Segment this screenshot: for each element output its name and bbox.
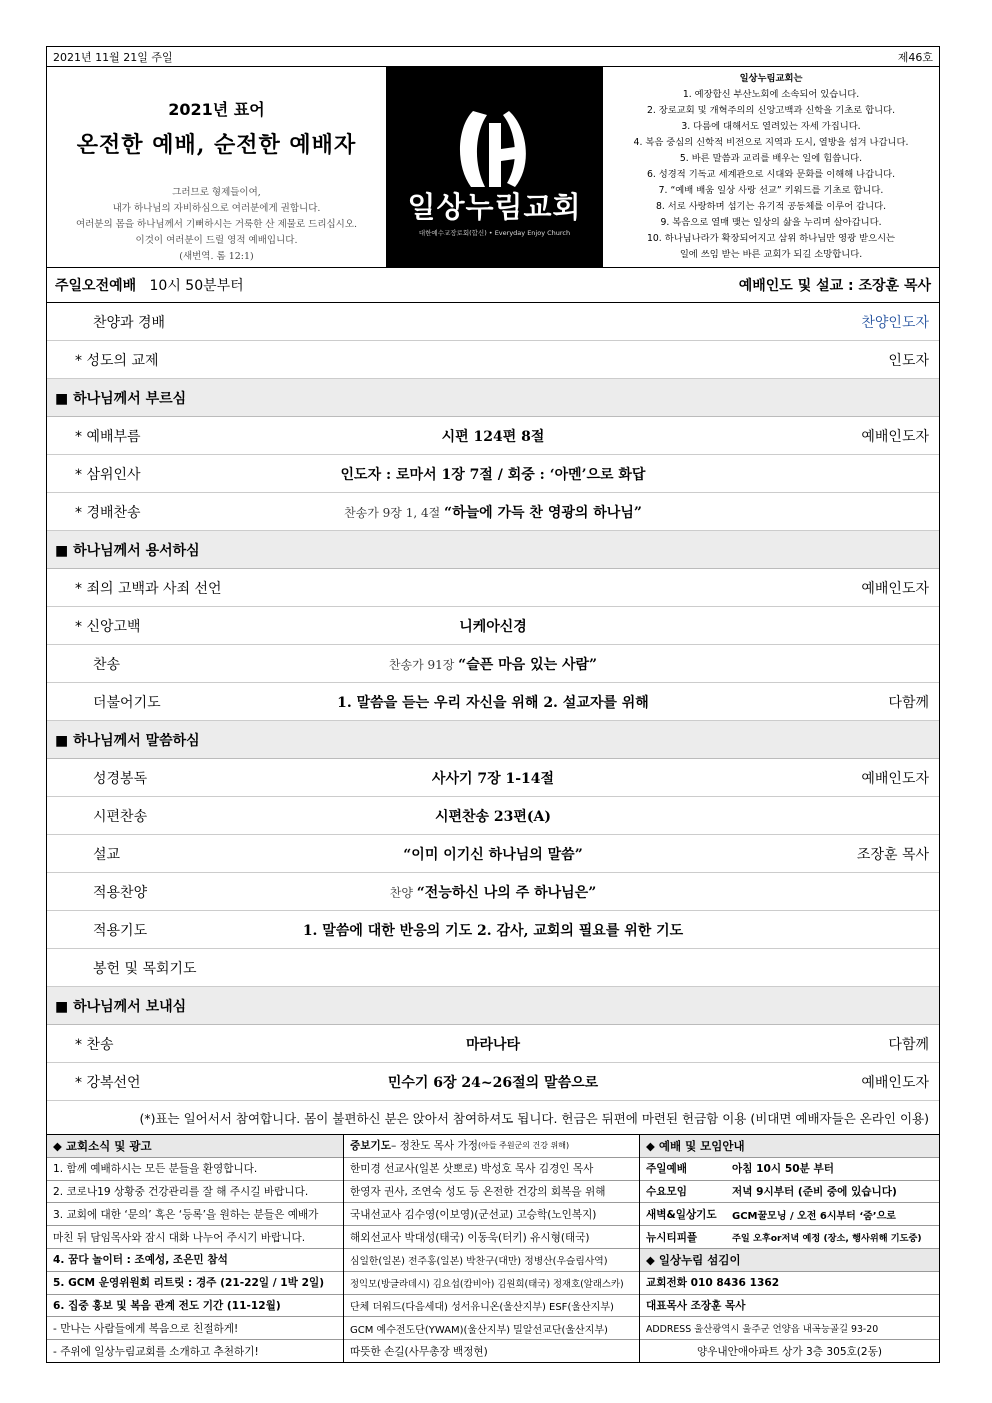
news-line: 마친 뒤 담임목사와 잠시 대화 나누어 주시기 바랍니다. (47, 1226, 343, 1249)
order-item-label: 적용기도 (93, 922, 148, 939)
church-subtitle: 대한예수교장로회(합신) • Everyday Enjoy Church (418, 229, 571, 237)
order-item (47, 493, 939, 531)
lead-pastor: 대표목사 조장훈 목사 (640, 1295, 939, 1318)
meeting-row (640, 1203, 939, 1226)
theme-verse (47, 185, 386, 265)
news-line: - 주위에 일상누림교회를 소개하고 추천하기! (53, 1345, 259, 1358)
issue-number: 제46호 (897, 50, 933, 64)
order-item-label: 설교 (93, 846, 121, 863)
order-item (47, 645, 939, 683)
order-item-label: * 예배부름 (75, 428, 141, 445)
meeting-time: GCM꿀모닝 / 오전 6시부터 ‘줌’으로 (732, 1210, 896, 1222)
intro-title: 일상누림교회는 (739, 73, 803, 84)
order-item-text: 1. 말씀에 대한 반응의 기도 2. 감사, 교회의 필요를 위한 기도 (302, 922, 684, 939)
order-item (47, 455, 939, 493)
section-label: ■ 하나님께서 말씀하심 (55, 732, 200, 749)
order-section-header (47, 379, 939, 417)
order-section-header (47, 531, 939, 569)
section-label: ■ 하나님께서 용서하심 (55, 542, 200, 559)
intro-item: 6. 성경적 기독교 세계관으로 시대와 문화를 이해해 나갑니다. (646, 169, 896, 180)
intro-item: 7. “예배 배움 일상 사랑 선교” 키워드를 기초로 합니다. (658, 185, 884, 196)
order-item (47, 797, 939, 835)
order-item-content (47, 692, 939, 712)
prayer-line: 해외선교사 박대성(태국) 이동욱(터키) 유시형(태국) (344, 1226, 639, 1249)
meeting-time: 저녁 9시부터 (준비 중에 있습니다) (732, 1185, 897, 1198)
order-item-content (47, 768, 939, 788)
address: ADDRESS 울산광역시 울주군 언양읍 내곡능골길 93-20 (640, 1317, 939, 1340)
order-item (47, 1063, 939, 1101)
order-item-text: “이미 이기신 하나님의 말씀” (403, 846, 583, 863)
order-item-label: * 경배찬송 (75, 504, 141, 521)
news-line: 3. 교회에 대한 ‘문의’ 혹은 ‘등록’을 원하는 분들은 예배가 (47, 1203, 343, 1226)
order-item (47, 569, 939, 607)
church-logo-box (387, 67, 603, 267)
order-item-leader: 예배인도자 (861, 428, 929, 445)
order-item-label: * 성도의 교제 (75, 352, 159, 369)
prayer-title: 중보기도 (350, 1140, 391, 1153)
order-item-text: 니케아신경 (459, 618, 527, 635)
order-item (47, 417, 939, 455)
order-item-label: * 신앙고백 (75, 618, 141, 635)
meeting-row (640, 1158, 939, 1181)
order-item-leader: 예배인도자 (861, 1074, 929, 1091)
order-section-header (47, 721, 939, 759)
section-label: ■ 하나님께서 보내심 (55, 998, 187, 1015)
intro-item: 5. 바른 말씀과 교리를 배우는 일에 힘씁니다. (679, 153, 863, 164)
news-line: - 만나는 사람들에게 복음으로 친절하게! (47, 1317, 343, 1340)
order-item-text: 사사기 7장 1-14절 (431, 770, 555, 787)
meeting-row (640, 1226, 939, 1249)
order-item-content (47, 464, 939, 484)
order-item (47, 759, 939, 797)
order-item (47, 949, 939, 987)
intro-item: 10. 하나님나라가 확장되어지고 삼위 하나님만 영광 받으시는 (646, 233, 896, 244)
hymn-number: 찬송가 9장 1, 4절 (344, 505, 445, 520)
news-line: 1. 함께 예배하시는 모든 분들을 환영합니다. (47, 1158, 343, 1181)
top-bar (47, 47, 939, 67)
order-item (47, 911, 939, 949)
order-item-text: 민수기 6장 24~26절의 말씀으로 (387, 1074, 599, 1091)
prayer-header (344, 1135, 639, 1158)
theme-box (47, 67, 387, 267)
order-item-text: 인도자 : 로마서 1장 7절 / 회중 : ‘아멘’으로 화답 (340, 466, 646, 483)
order-item-content (47, 1034, 939, 1054)
order-item-label: * 찬송 (75, 1036, 114, 1053)
order-section-header (47, 987, 939, 1025)
intro-item: 1. 예장합신 부산노회에 소속되어 있습니다. (682, 89, 860, 100)
order-item-content (47, 806, 939, 826)
hymn-number: 찬송가 91장 (388, 657, 459, 672)
order-item (47, 303, 939, 341)
church-name: 일상누림교회 (407, 190, 582, 224)
staff-header: ◆ 일상누림 섬김이 (640, 1249, 939, 1272)
worship-note: (*)표는 일어서서 참여합니다. 몸이 불편하신 분은 앉아서 참여하셔도 됩니다. 헌금은 뒤편에 마련된 헌금함 이용 (비대면 예배자들은 온라인 이용) (47, 1101, 939, 1135)
order-item-content (47, 616, 939, 636)
verse-line: 내가 하나님의 자비하심으로 여러분에게 권합니다. (112, 203, 321, 214)
verse-line: 그러므로 형제들이여, (172, 187, 261, 198)
order-item-text: 1. 말씀을 듣는 우리 자신을 위해 2. 설교자를 위해 (337, 694, 649, 711)
prayer-line: 단체 더워드(다음세대) 성서유니온(울산지부) ESF(울산지부) (344, 1295, 639, 1318)
intro-item: 3. 다름에 대해서도 열려있는 자세 가집니다. (681, 121, 861, 132)
verse-line: 이것이 여러분이 드릴 영적 예배입니다. (135, 235, 298, 246)
prayer-column (344, 1135, 640, 1362)
prayer-note: (아들 주원군의 건강 위해) (477, 1141, 570, 1151)
prayer-line: 한영자 권사, 조연숙 성도 등 온전한 건강의 회복을 위해 (344, 1181, 639, 1204)
intro-item: 일에 쓰임 받는 바른 교회가 되길 소망합니다. (679, 249, 863, 260)
order-item (47, 607, 939, 645)
address-detail: 양우내안애아파트 상가 3층 305호(2동) (696, 1345, 883, 1358)
news-line: 6. 집중 홍보 및 복음 관계 전도 기간 (11-12월) (47, 1295, 343, 1318)
order-item-text: “전능하신 나의 주 하나님은” (416, 884, 597, 901)
meetings-header: ◆ 예배 및 모임안내 (640, 1135, 939, 1158)
meetings-column (640, 1135, 939, 1362)
news-line: 4. 꿈다 놀이터 : 조예성, 조은민 참석 (47, 1249, 343, 1272)
prayer-family: – 정찬도 목사 가정 (390, 1140, 478, 1153)
order-item-content (47, 502, 939, 522)
prayer-line: GCM 예수전도단(YWAM)(울산지부) 밀알선교단(울산지부) (344, 1317, 639, 1340)
order-item (47, 835, 939, 873)
order-item-content (47, 844, 939, 864)
news-column (47, 1135, 344, 1362)
service-header (47, 268, 939, 303)
order-item-label: 적용찬양 (93, 884, 148, 901)
order-item-label: * 삼위인사 (75, 466, 141, 483)
service-name: 주일오전예배 (55, 278, 137, 294)
order-item-leader: 다함께 (888, 694, 929, 711)
order-item-text: 시편찬송 23편(A) (434, 808, 552, 825)
church-logo-icon (451, 107, 535, 191)
meeting-time: 주일 오후or저녁 예정 (장소, 행사위해 기도중) (732, 1232, 922, 1244)
church-intro (603, 67, 939, 267)
slogan: 온전한 예배, 순전한 예배자 (76, 132, 357, 158)
order-item (47, 873, 939, 911)
order-item-text: 시편 124편 8절 (441, 428, 545, 445)
order-item-content (47, 654, 939, 674)
bulletin-date: 2021년 11월 21일 주일 (53, 50, 173, 64)
order-item-leader: 예배인도자 (861, 770, 929, 787)
order-item-text: “슬픈 마음 있는 사람” (458, 656, 598, 673)
order-item-leader: 조장훈 목사 (856, 846, 929, 863)
order-item-text: “하늘에 가득 찬 영광의 하나님” (444, 504, 642, 521)
section-label: ■ 하나님께서 부르심 (55, 390, 187, 407)
news-header: ◆ 교회소식 및 광고 (47, 1135, 343, 1158)
meeting-time: 아침 10시 50분 부터 (732, 1163, 834, 1176)
bottom-info (47, 1135, 939, 1362)
service-name-time (55, 275, 244, 295)
prayer-line: 정익모(방글라데시) 김요섭(캄비아) 김원희(태국) 정재호(알래스카) (344, 1272, 639, 1295)
order-item (47, 1025, 939, 1063)
service-time: 10시 50분부터 (149, 278, 244, 294)
order-item-leader: 인도자 (888, 352, 929, 369)
prayer-line: 한미경 선교사(일본 삿뽀로) 박성호 목사 김경인 목사 (344, 1158, 639, 1181)
meeting-name: 주일예배 (646, 1163, 687, 1176)
order-of-worship (47, 303, 939, 1101)
order-item (47, 341, 939, 379)
service-leader: 예배인도 및 설교 : 조장훈 목사 (738, 278, 931, 294)
order-item-content (47, 882, 939, 902)
meeting-name: 뉴시티피플 (646, 1231, 698, 1244)
bulletin-page (46, 46, 940, 1363)
order-item-label: * 강복선언 (75, 1074, 141, 1091)
verse-line: 여러분의 몸을 하나님께서 기뻐하시는 거룩한 산 제물로 드리십시오. (75, 219, 358, 230)
intro-item: 2. 장로교회 및 개혁주의의 신앙고백과 신학을 기초로 합니다. (646, 105, 896, 116)
order-item-label: 찬양과 경배 (93, 314, 166, 331)
order-item-content (47, 1072, 939, 1092)
order-item-label: * 죄의 고백과 사죄 선언 (75, 580, 222, 597)
intro-item: 8. 서로 사랑하며 섬기는 유기적 공동체를 이루어 갑니다. (655, 201, 887, 212)
hymn-number: 찬양 (389, 885, 417, 900)
order-item-label: 성경봉독 (93, 770, 148, 787)
order-item (47, 683, 939, 721)
meeting-name: 새벽&일상기도 (646, 1208, 717, 1221)
news-line: 2. 코로나19 상황중 건강관리를 잘 해 주시길 바랍니다. (47, 1181, 343, 1204)
header (47, 67, 939, 268)
order-item-label: 더불어기도 (93, 694, 161, 711)
order-item-leader: 예배인도자 (861, 580, 929, 597)
order-item-label: 봉헌 및 목회기도 (93, 960, 197, 977)
news-line: 5. GCM 운영위원회 리트릿 : 경주 (21-22일 / 1박 2일) (47, 1272, 343, 1295)
order-item-label: 시편찬송 (93, 808, 148, 825)
intro-item: 9. 복음으로 열매 맺는 일상의 삶을 누리며 살아갑니다. (660, 217, 882, 228)
prayer-line: 따뜻한 손길(사무총장 백정현) (350, 1345, 488, 1358)
order-item-text: 마라나타 (465, 1036, 521, 1053)
order-item-leader: 다함께 (888, 1036, 929, 1053)
order-item-label: 찬송 (93, 656, 121, 673)
prayer-line: 심일한(일본) 전주홍(일본) 박찬구(대만) 정병산(우슬림사역) (344, 1249, 639, 1272)
order-item-leader: 찬양인도자 (861, 314, 929, 331)
year-label: 2021년 표어 (168, 100, 265, 119)
church-phone: 교회전화 010 8436 1362 (640, 1272, 939, 1295)
order-item-content (47, 426, 939, 446)
meeting-row (640, 1181, 939, 1204)
verse-reference: (새번역. 롬 12:1) (179, 251, 254, 262)
intro-item: 4. 복음 중심의 신학적 비전으로 지역과 도시, 열방을 섬겨 나갑니다. (633, 137, 909, 148)
prayer-line: 국내선교사 김수영(이보영)(군선교) 고승학(노인복지) (344, 1203, 639, 1226)
order-item-content (47, 920, 939, 940)
meeting-name: 수요모임 (646, 1185, 687, 1198)
